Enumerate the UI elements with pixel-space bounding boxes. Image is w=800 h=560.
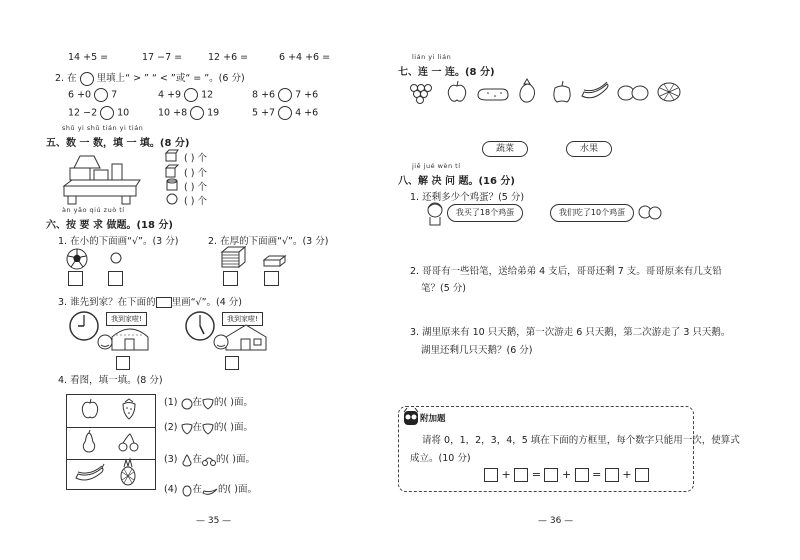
answer-blank[interactable]: 的( )面。 [214, 422, 253, 433]
q2-instruction [55, 70, 245, 86]
banana-icon [202, 484, 218, 496]
compare-1: 6 +0 7 [68, 89, 118, 101]
bonus-title: 附加题 [420, 414, 446, 424]
s5-pinyin: shǔ yi shǔ tián yi tián [62, 124, 144, 132]
category-vegetable[interactable]: 蔬菜 [482, 141, 528, 157]
apple-icon [446, 80, 468, 104]
q4-line-3: (3) 在 的( )面。 [164, 454, 255, 465]
compare-5: 10 +8 19 [158, 107, 220, 119]
count-blank[interactable]: ( ) 个 [184, 196, 207, 207]
strawberry-icon [120, 398, 138, 420]
apple-icon [181, 397, 193, 409]
block-stack-icon [60, 150, 140, 205]
problem-3-line-1: 3. 湖里原来有 10 只天鹅，第一次游走 6 只天鹅，第二次游走了 3 只天鹅。 [410, 327, 731, 338]
answer-box[interactable] [108, 271, 123, 286]
s8-title: 八、解 决 问 题。(16 分) [398, 176, 515, 187]
answer-box[interactable] [68, 271, 83, 286]
cherries-icon [118, 434, 140, 452]
s7-pinyin: lián yi lián [412, 53, 452, 61]
s8-pinyin: jiě jué wèn tí [412, 162, 461, 170]
potatoes-icon [616, 82, 650, 102]
strawberry-icon [202, 422, 214, 434]
cherries-icon [202, 454, 216, 466]
answer-box[interactable] [225, 356, 239, 370]
q2-post: 里填上“ > ” “ < ”或“ = ”。(6 分) [96, 73, 245, 84]
sphere-icon [166, 193, 178, 205]
home-bubble: 我到家啦! [106, 312, 147, 326]
small-ball-icon [110, 252, 122, 264]
equation: + = + = + [484, 468, 649, 482]
thick-book-stack-icon [220, 246, 246, 268]
expr-3: 12 +6 = [208, 52, 249, 63]
soccer-ball-icon [66, 248, 88, 270]
s5-title: 五、数 一 数，填 一 填。(8 分) [46, 138, 190, 149]
number-box[interactable] [605, 468, 619, 482]
circle-blank-icon [80, 72, 94, 86]
compare-circle[interactable] [184, 88, 198, 102]
category-fruit[interactable]: 水果 [566, 141, 612, 157]
q2-pre: 在 [67, 73, 77, 84]
home-bubble: 我到家啦! [222, 312, 263, 326]
durian-icon [656, 80, 682, 104]
page-number: — 35 — [196, 516, 232, 526]
house-icon [110, 325, 150, 351]
problem-2-line-2: 笔？(5 分) [421, 283, 466, 294]
cube-icon [165, 165, 179, 177]
expr-4: 6 +4 +6 = [279, 52, 331, 63]
girl-icon [425, 200, 445, 226]
count-blank[interactable]: ( ) 个 [184, 153, 207, 164]
problem-2-line-1: 2. 哥哥有一些铅笔，送给弟弟 4 支后，哥哥还剩 7 支。哥哥原来有几支铅 [410, 266, 722, 277]
eggplant-icon [516, 78, 538, 104]
compare-6: 5 +7 4 +6 [252, 107, 319, 119]
compare-circle[interactable] [190, 106, 204, 120]
count-blank[interactable]: ( ) 个 [184, 168, 207, 179]
children-icon [637, 202, 663, 224]
s6-q3: 3. 谁先到家？在下面的 里画“√”。(4 分) [58, 297, 242, 308]
number-box[interactable] [484, 468, 498, 482]
apple-icon [80, 398, 100, 420]
page-number: — 36 — [538, 516, 574, 526]
square-blank-icon [156, 297, 172, 308]
pineapple-icon [181, 484, 193, 496]
strawberry-icon [202, 397, 214, 409]
answer-box[interactable] [223, 271, 238, 286]
pineapple-icon [118, 458, 138, 486]
grapes-icon [408, 80, 436, 104]
problem-1: 1. 还剩多少个鸡蛋？(5 分) [410, 192, 525, 203]
q4-line-4: (4) 在 的( )面。 [164, 484, 257, 495]
expr-2: 17 −7 = [142, 52, 183, 63]
compare-circle[interactable] [94, 88, 108, 102]
child-icon [96, 333, 114, 351]
q4-line-2: (2) 在 的( )面。 [164, 422, 253, 433]
cuboid-icon [165, 150, 179, 162]
compare-circle[interactable] [100, 106, 114, 120]
number-box[interactable] [575, 468, 589, 482]
q2-num: 2. [55, 73, 65, 84]
number-box[interactable] [514, 468, 528, 482]
expr-1: 14 +5 = [68, 52, 109, 63]
compare-3: 8 +6 7 +6 [252, 89, 319, 101]
compare-2: 4 +9 12 [158, 89, 214, 101]
s6-q2: 2. 在厚的下面画“√”。(3 分) [208, 236, 329, 247]
bonus-line-2: 成立。(10 分) [410, 453, 471, 464]
q4-line-1: (1) 在 的( )面。 [164, 397, 253, 408]
cylinder-icon [166, 179, 178, 192]
number-box[interactable] [635, 468, 649, 482]
s6-pinyin: àn yāo qiú zuò tí [62, 206, 125, 214]
banana-icon [580, 78, 610, 102]
bell-pepper-icon [551, 80, 573, 104]
compare-4: 12 −2 10 [68, 107, 130, 119]
compare-circle[interactable] [278, 106, 292, 120]
number-box[interactable] [544, 468, 558, 482]
bonus-line-1: 请将 0，1，2，3，4，5 填在下面的方框里，每个数字只能用一次，使算式 [422, 435, 740, 446]
s7-title: 七、连 一 连。(8 分) [398, 67, 495, 78]
answer-blank[interactable]: 的( )面。 [214, 397, 253, 408]
pear-icon [181, 454, 193, 466]
thin-book-icon [262, 256, 286, 268]
s6-title: 六、按 要 求 做题。(18 分) [46, 220, 173, 231]
cucumber-icon [476, 86, 510, 102]
pear-icon [80, 430, 98, 454]
answer-blank[interactable]: 的( )面。 [218, 484, 257, 495]
compare-circle[interactable] [278, 88, 292, 102]
answer-blank[interactable]: 的( )面。 [216, 454, 255, 465]
child-icon [212, 333, 230, 351]
speech-bubble: 我们吃了10个鸡蛋 [550, 204, 634, 222]
speech-bubble: 我买了18个鸡蛋 [447, 204, 523, 222]
owl-icon [403, 408, 419, 426]
banana-icon [74, 460, 106, 484]
problem-3-line-2: 湖里还剩几只天鹅？(6 分) [421, 345, 533, 356]
s6-q1: 1. 在小的下面画“√”。(3 分) [58, 236, 179, 247]
s6-q4: 4. 看图，填一填。(8 分) [58, 375, 163, 386]
count-blank[interactable]: ( ) 个 [184, 182, 207, 193]
answer-box[interactable] [116, 356, 130, 370]
answer-box[interactable] [264, 271, 279, 286]
strawberry-icon [181, 422, 193, 434]
house-icon [224, 325, 268, 351]
